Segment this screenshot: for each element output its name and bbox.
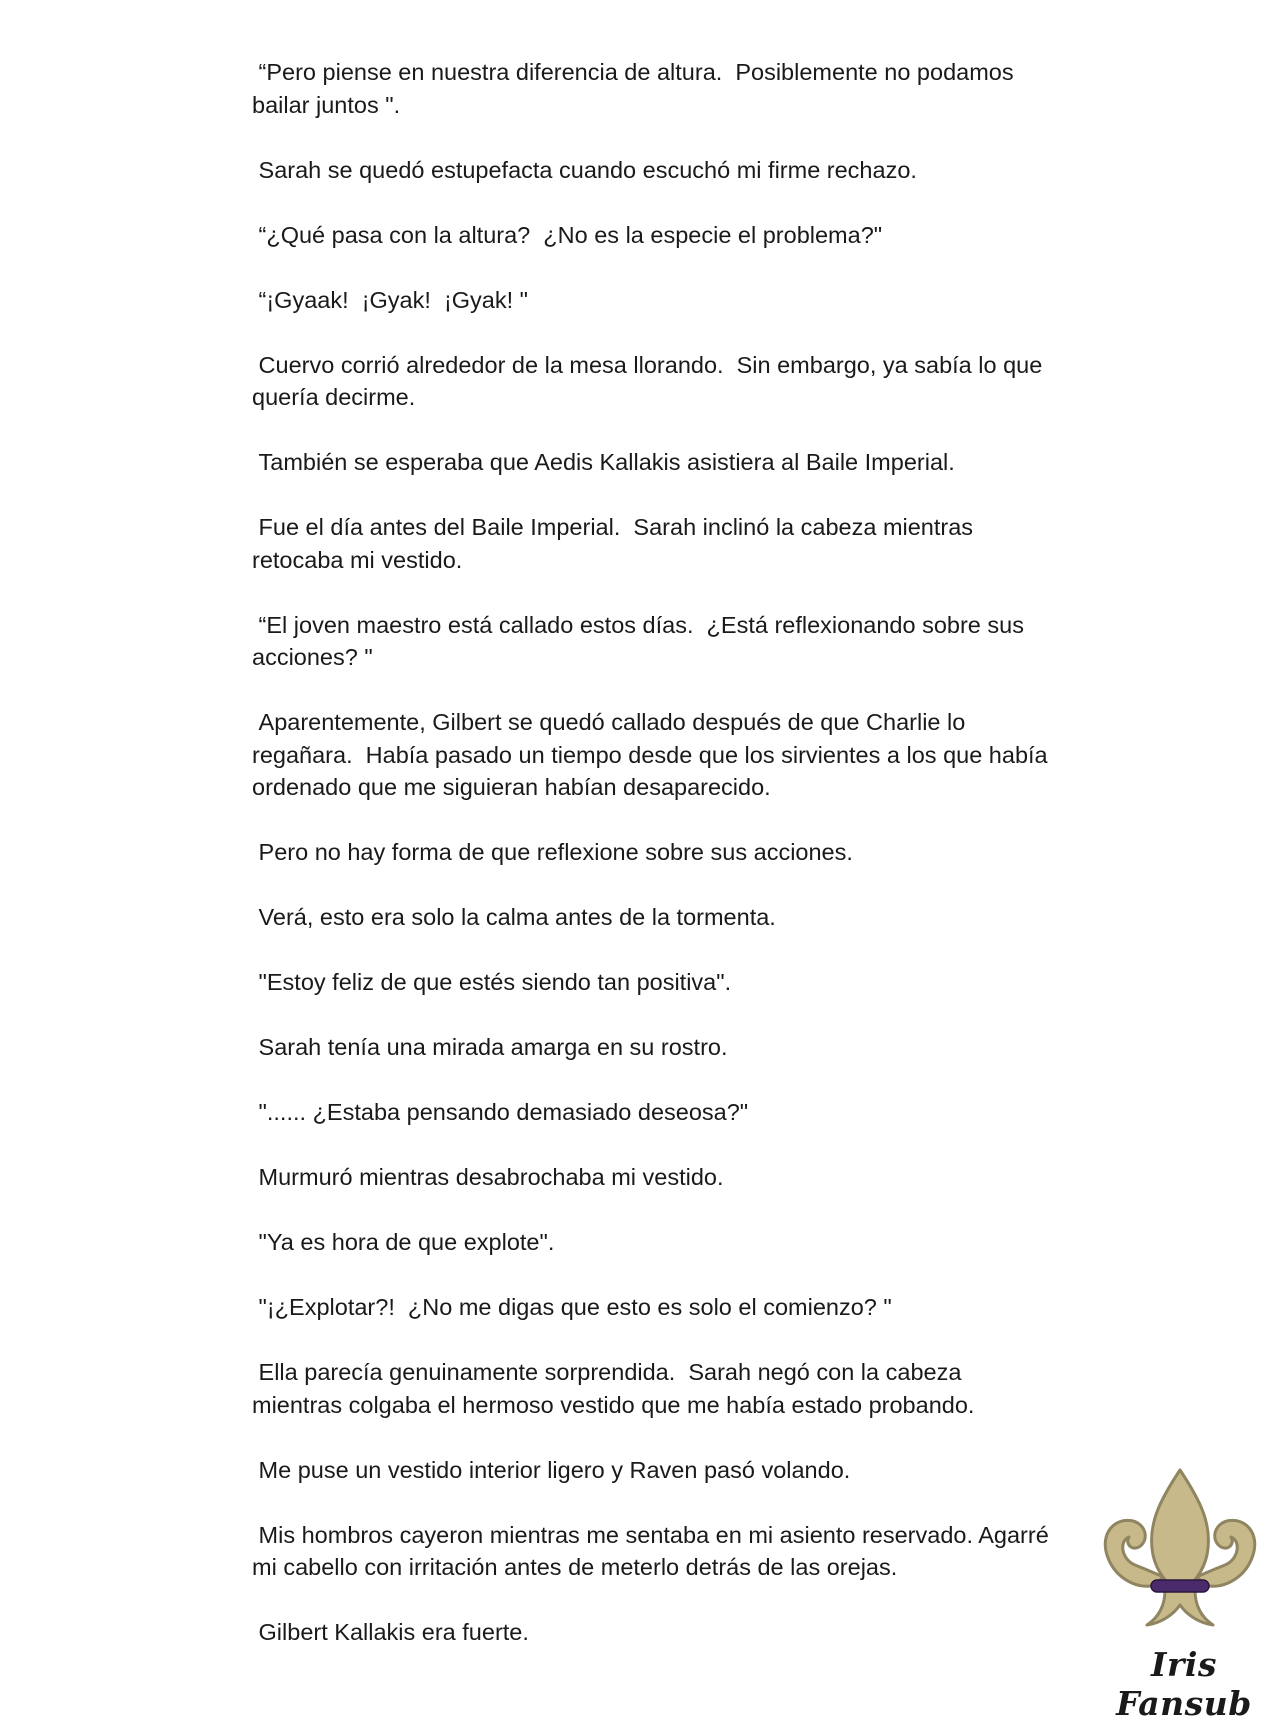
watermark-label: Iris Fansub bbox=[1116, 1645, 1252, 1723]
paragraph: Aparentemente, Gilbert se quedó callado después de que Charlie lo regañara. Había pasado un tiempo desde que los sirvientes a los que había ordenado que me siguieran habían desaparecido. bbox=[252, 709, 1055, 800]
paragraph: "¡¿Explotar?! ¿No me digas que esto es solo el comienzo? " bbox=[252, 1294, 892, 1320]
paragraph: Me puse un vestido interior ligero y Raven pasó volando. bbox=[252, 1456, 851, 1483]
paragraph: También se esperaba que Aedis Kallakis asistiera al Baile Imperial. bbox=[252, 449, 955, 475]
paragraph: Verá, esto era solo la calma antes de la tormenta. bbox=[252, 904, 776, 930]
paragraph: “¿Qué pasa con la altura? ¿No es la especie el problema?" bbox=[252, 221, 883, 248]
watermark-logo bbox=[1085, 1455, 1275, 1723]
paragraph: Gilbert Kallakis era fuerte. bbox=[252, 1619, 529, 1645]
paragraph: Sarah se quedó estupefacta cuando escuchó mi firme rechazo. bbox=[252, 156, 917, 183]
paragraph: “¡Gyaak! ¡Gyak! ¡Gyak! " bbox=[252, 286, 529, 313]
paragraph: "Estoy feliz de que estés siendo tan positiva". bbox=[252, 969, 732, 995]
paragraph: Fue el día antes del Baile Imperial. Sarah inclinó la cabeza mientras retocaba mi vestido. bbox=[252, 514, 980, 573]
paragraph: "Ya es hora de que explote". bbox=[252, 1229, 555, 1255]
paragraph: Mis hombros cayeron mientras me sentaba en mi asiento reservado. Agarré mi cabello con irritación antes de meterlo detrás de las orejas. bbox=[252, 1521, 1056, 1580]
paragraph: Murmuró mientras desabrochaba mi vestido. bbox=[252, 1164, 724, 1190]
paragraph: Pero no hay forma de que reflexione sobre sus acciones. bbox=[252, 839, 853, 865]
fleur-de-lis-icon bbox=[1085, 1455, 1275, 1645]
paragraph: Cuervo corrió alrededor de la mesa llorando. Sin embargo, ya sabía lo que quería decirme. bbox=[252, 351, 1049, 410]
paragraph: Sarah tenía una mirada amarga en su rostro. bbox=[252, 1034, 728, 1060]
paragraph: “El joven maestro está callado estos días. ¿Está reflexionando sobre sus acciones? " bbox=[252, 611, 1031, 670]
paragraph: “Pero piense en nuestra diferencia de altura. Posiblemente no podamos bailar juntos ". bbox=[252, 59, 1021, 118]
document-body bbox=[252, 56, 1056, 1681]
paragraph: Ella parecía genuinamente sorprendida. Sarah negó con la cabeza mientras colgaba el hermoso vestido que me había estado probando. bbox=[252, 1359, 975, 1418]
paragraph: "...... ¿Estaba pensando demasiado deseosa?" bbox=[252, 1099, 749, 1125]
